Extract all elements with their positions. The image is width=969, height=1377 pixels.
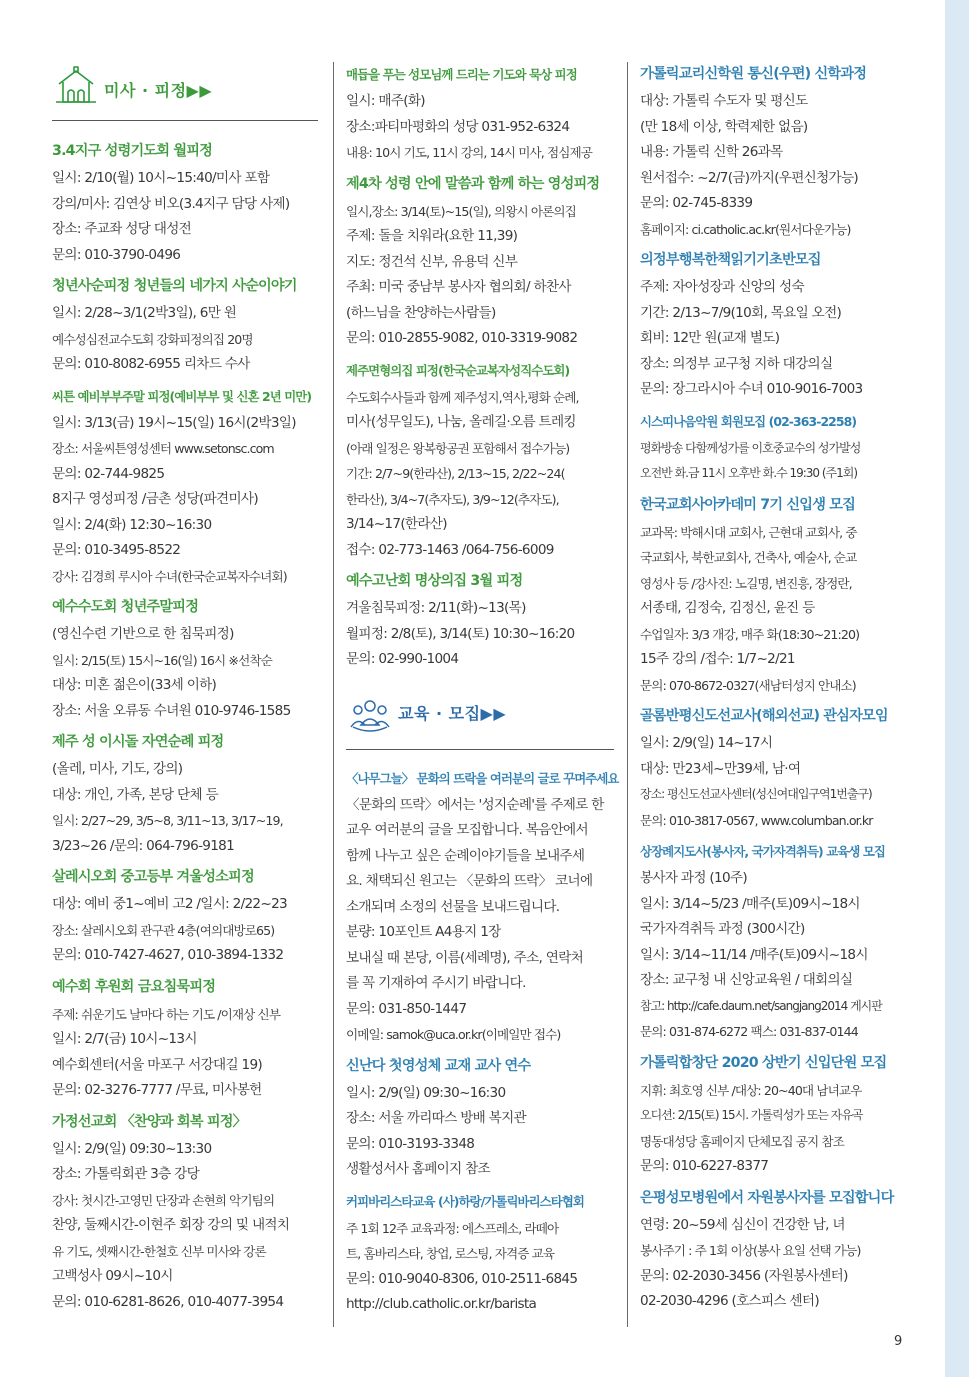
column-3 [640,60,908,1319]
notice-item [346,1052,614,1183]
notice-line: 문의: 010-6281-8626, 010-4077-3954 [52,1293,284,1310]
notice-line: 트, 홈바리스타, 창업, 로스팅, 자격증 교육 [346,1246,555,1261]
notice-title: 한국교회사아카데미 7기 신입생 모집 [640,496,856,513]
notice-item [52,593,318,724]
notice-line: 문의: 070-8672-0327(새남터성지 안내소) [640,677,856,693]
notice-line: 소개되며 소정의 선물을 보내드립니다. [346,898,560,915]
notice-line: 봉사자 과정 (10주) [640,870,747,886]
notice-item [52,973,318,1104]
notice-line: 장소:파티마평화의 성당 031-952-6324 [346,118,570,135]
notice-line: 봉사주기 : 주 1회 이상(봉사 요일 선택 가능) [640,1243,861,1258]
notice-line: 문의: 031-850-1447 [346,1000,467,1017]
notice-line: 국가자격취득 과정 (300시간) [640,921,805,937]
notice-line: 장소: 살레시오회 관구관 4층(여의대방로65) [52,922,275,938]
notice-line: 장소: 서울 오류동 수녀원 010-9746-1585 [52,702,291,719]
notice-item [346,567,614,673]
notice-line: (만 18세 이상, 학력제한 없음) [640,118,808,135]
notice-line: 문의: 02-745-8339 [640,195,753,211]
notice-title: 가톨릭합창단 2020 상반기 신입단원 모집 [640,1054,887,1071]
notice-line: 예수회센터(서울 마포구 서강대길 19) [52,1056,263,1073]
notice-line: 장소: 서울씨튼영성센터 www.setonsc.com [52,441,274,456]
notice-line: 문의: 02-744-9825 [52,465,165,482]
notice-line: 일시: 매주(화) [346,93,425,109]
notice-title: 가톨릭교리신학원 통신(우편) 신학과정 [640,66,867,82]
notice-line: 겨울침묵피정: 2/11(화)~13(목) [346,600,526,616]
notice-line: 〈문화의 뜨락〉에서는 '성지순례'를 주제로 한 [346,796,604,813]
notice-item [640,1049,908,1180]
notice-line: 예수성심전교수도회 강화피정의집 20명 [52,331,253,347]
sidebar-strip [945,0,969,1377]
people-group-icon [348,695,392,741]
notice-line: 원서접수: ~2/7(금)까지(우편신청가능) [640,169,858,186]
notice-item [52,382,318,590]
notice-line: 문의: 02-3276-7777 /무료, 미사봉헌 [52,1082,262,1098]
notice-item [52,272,318,378]
notice-line: 문의: 010-3817-0567, www.columban.or.kr [640,812,873,828]
notice-line: 문의: 010-8082-6955 리차드 수사 [52,356,250,372]
notice-item [52,1108,318,1316]
section-header-label: 교육 · 모집▶▶ [398,703,507,723]
section-header-label: 미사 · 피정▶▶ [104,81,213,100]
notice-line: (하느님을 찬양하는사람들) [346,304,496,321]
notice-line: 교과목: 박해시대 교회사, 근현대 교회사, 중 [640,524,857,540]
notice-line: 일시,장소: 3/14(토)~15(일), 의왕시 아론의집 [346,203,576,219]
section-header-mass-retreat [52,58,318,121]
notice-title: 매듭을 푸는 성모님께 드리는 기도와 묵상 피정 [346,67,577,82]
notice-line: 장소: 의정부 교구청 지하 대강의실 [640,355,833,372]
column-2 [346,60,619,1322]
notice-line: 오전반 화.금 11시 오후반 화.수 19:30 (주1회) [640,466,858,480]
notice-line: 보내실 때 본당, 이름(세례명), 주소, 연락처 [346,949,584,966]
notice-title: 씨튼 예비부부주말 피정(예비부부 및 신혼 2년 미만) [52,388,312,404]
column-divider [627,62,628,1327]
notice-item [346,60,614,166]
notice-line: 주제: 돌을 치워라(요한 11,39) [346,228,518,244]
notice-title: 제4차 성령 안에 말씀과 함께 하는 영성피정 [346,175,600,192]
notice-title: 시스띠나음악원 회원모집 (02-363-2258) [640,413,857,429]
notice-line: 장소: 평신도선교사센터(성신여대입구역1번출구) [640,787,872,801]
notice-line: 평화방송 다함께성가를 이호중교수의 성가발성 [640,440,861,455]
notice-line: 명동대성당 홈페이지 단체모집 공지 참조 [640,1133,844,1149]
notice-line: 유 기도, 셋째시간-한철호 신부 미사와 강론 [52,1243,266,1259]
notice-line: 고백성사 09시~10시 [52,1268,173,1284]
notice-title: 예수고난회 명상의집 3월 피정 [346,573,523,589]
notice-line: 수업일자: 3/3 개강, 매주 화(18:30~21:20) [640,626,860,642]
section-header-education-recruit [346,687,614,750]
notice-title: 〈나무그늘〉 문화의 뜨락을 여러분의 글로 꾸며주세요 [346,770,619,786]
notice-line: 강사: 첫시간-고영민 단장과 손현희 악기팀의 [52,1192,275,1208]
notice-line: 문의: 02-2030-3456 (자원봉사센터) [640,1267,848,1284]
notice-line: 접수: 02-773-1463 /064-756-6009 [346,541,554,558]
notice-line: 문의: 010-7427-4627, 010-3894-1332 [52,947,284,963]
notice-line: 대상: 미혼 젊은이(33세 이하) [52,677,217,693]
notice-line: 강의/미사: 김연상 비오(3.4지구 담당 사제) [52,195,290,212]
notice-title: 은평성모병원에서 자원봉사자를 모집합니다 [640,1189,894,1206]
notice-line: 문의: 010-3495-8522 [52,542,181,558]
notice-line: 이메일: samok@uca.or.kr(이메일만 접수) [346,1027,561,1042]
notice-line: 대상: 가톨릭 수도자 및 평신도 [640,93,808,109]
notice-line: 강사: 김경희 루시아 수녀(한국순교복자수녀회) [52,568,287,584]
notice-line: 장소: 교구청 내 신앙교육원 / 대회의실 [640,972,853,988]
notice-title: 청년사순피정 청년들의 네가지 사순이야기 [52,278,297,294]
notice-line: 일시: 2/9(일) 09:30~16:30 [346,1084,506,1101]
notice-line: 한라산), 3/4~7(추자도), 3/9~12(추자도), [346,491,559,507]
notice-title: 3.4지구 성령기도회 월피정 [52,143,213,159]
notice-line: 내용: 가톨릭 신학 26과목 [640,144,783,160]
notice-line: 미사(성무일도), 나눔, 올레길·오름 트레킹 [346,414,576,430]
notice-line: 일시: 3/14~11/14 /매주(토)09시~18시 [640,946,868,963]
notice-item [640,1184,908,1315]
notice-line: 일시: 2/10(월) 10시~15:40/미사 포함 [52,170,270,186]
notice-line: 분량: 10포인트 A4용지 1장 [346,924,501,940]
notice-line: 일시: 2/9(일) 14~17시 [640,735,773,751]
notice-line: 회비: 12만 원(교재 별도) [640,330,780,346]
notice-title: 상장례지도사(봉사자, 국가자격취득) 교육생 모집 [640,844,885,859]
notice-line: 일시: 2/7(금) 10시~13시 [52,1031,197,1047]
notice-title: 골롬반평신도선교사(해외선교) 관심자모임 [640,708,888,724]
church-icon [54,66,98,112]
notice-item [640,491,908,699]
notice-line: http://club.catholic.or.kr/barista [346,1296,537,1312]
notice-line: 주제: 쉬운기도 날마다 하는 기도 /이재상 신부 [52,1006,281,1022]
notice-item [640,407,908,487]
notice-title: 살레시오회 중고등부 겨울성소피정 [52,869,254,885]
notice-item [640,702,908,833]
notice-line: 주제: 자아성장과 신앙의 성숙 [640,279,804,295]
notice-line: 일시: 2/15(토) 15시~16(일) 16시 ※선착순 [52,652,272,668]
notice-line: 영성사 등 /강사진: 노길명, 변진흥, 장정란, [640,575,852,591]
notice-line: 대상: 만23세~만39세, 남·여 [640,760,801,777]
notice-item [52,137,318,268]
page-number: 9 [894,1334,903,1349]
notice-item [640,60,908,242]
notice-line: 주 1회 12주 교육과정: 에스프레소, 라떼아 [346,1220,559,1236]
notice-line: 문의: 010-3193-3348 [346,1135,475,1152]
notice-item [52,728,318,859]
notice-title: 예수회 후원회 금요침묵피정 [52,978,216,995]
column-divider [333,62,334,1327]
notice-line: 문의: 02-990-1004 [346,651,459,667]
notice-title: 제주면형의집 피정(한국순교복자성직수도회) [346,362,570,378]
notice-line: (올레, 미사, 기도, 강의) [52,761,183,777]
notice-line: 교우 여러분의 글을 모집합니다. 복음안에서 [346,822,588,838]
notice-line: (영신수련 기반으로 한 침묵피정) [52,626,234,642]
notice-title: 제주 성 이시돌 자연순례 피정 [52,734,224,750]
notice-line: 15주 강의 /접수: 1/7~2/21 [640,651,795,667]
notice-item [640,837,908,1045]
notice-title: 커피바리스타교육 (사)하랑/가톨릭바리스타협회 [346,1193,584,1209]
notice-line: 국교회사, 북한교회사, 건축사, 예술사, 순교 [640,550,857,565]
notice-line: 주최: 미국 중남부 봉사자 협의회/ 하찬사 [346,279,571,295]
notice-line: 문의: 장그라시아 수녀 010-9016-7003 [640,381,863,397]
notice-line: 문의: 010-6227-8377 [640,1158,769,1174]
notice-title: 의정부행복한책읽기기초반모집 [640,252,821,268]
notice-line: 02-2030-4296 (호스피스 센터) [640,1293,819,1309]
notice-line: 일시: 2/9(일) 09:30~13:30 [52,1140,212,1157]
notice-line: 대상: 예비 중1~예비 고2 /일시: 2/22~23 [52,896,287,912]
notice-line: 연령: 20~59세 심신이 건강한 남, 녀 [640,1216,845,1233]
notice-line: 일시: 2/4(화) 12:30~16:30 [52,516,212,533]
notice-title: 예수수도회 청년주말피정 [52,599,199,615]
notice-line: 찬양, 둘째시간-이현주 회장 강의 및 내적치 [52,1217,290,1233]
notice-line: 문의: 010-9040-8306, 010-2511-6845 [346,1270,578,1287]
notice-item [52,863,318,969]
notice-line: 홈페이지: ci.catholic.ac.kr(원서다운가능) [640,221,851,237]
notice-item [346,356,614,564]
notice-line: 를 꼭 기재하여 주시기 바랍니다. [346,975,526,991]
notice-line: (아래 일정은 왕복항공권 포함해서 접수가능) [346,440,570,456]
notice-line: 오디션: 2/15(토) 15시. 가톨릭성가 또는 자유곡 [640,1108,863,1122]
notice-line: 월피정: 2/8(토), 3/14(토) 10:30~16:20 [346,625,575,642]
notice-line: 함께 나누고 싶은 순례이야기들을 보내주세 [346,847,585,864]
notice-line: 요. 채택되신 원고는 〈문화의 뜨락〉 코너에 [346,873,593,889]
notice-item [640,246,908,403]
notice-title: 가정선교회 〈찬양과 회복 피정〉 [52,1113,247,1130]
notice-line: 지휘: 최호영 신부 /대상: 20~40대 남녀교우 [640,1082,862,1098]
notice-line: 수도회수사들과 함께 제주성지,역사,평화 순례, [346,389,579,405]
notice-line: 일시: 2/28~3/1(2박3일), 6만 원 [52,305,237,321]
notice-line: 문의: 010-3790-0496 [52,246,181,263]
notice-line: 일시: 3/14~5/23 /매주(토)09시~18시 [640,895,860,912]
column-1 [52,58,318,1319]
notice-line: 8지구 영성피정 /금촌 성당(파견미사) [52,491,258,507]
notice-item [346,764,619,1048]
notice-line: 장소: 주교좌 성당 대성전 [52,221,192,237]
notice-line: 일시: 2/27~29, 3/5~8, 3/11~13, 3/17~19, [52,813,283,828]
notice-line: 기간: 2/7~9(한라산), 2/13~15, 2/22~24( [346,466,565,481]
notice-line: 대상: 개인, 가족, 본당 단체 등 [52,786,218,803]
notice-line: 장소: 서울 까리따스 방배 복지관 [346,1110,526,1126]
notice-item [346,170,614,352]
notice-line: 생활성서사 홈페이지 참조 [346,1161,490,1177]
notice-line: 3/23~26 /문의: 064-796-9181 [52,837,235,854]
notice-line: 문의: 010-2855-9082, 010-3319-9082 [346,330,578,346]
notice-line: 기간: 2/13~7/9(10회, 목요일 오전) [640,304,842,321]
notice-line: 문의: 031-874-6272 팩스: 031-837-0144 [640,1024,858,1039]
notice-line: 지도: 정건석 신부, 유용덕 신부 [346,253,518,270]
notice-item [346,1187,614,1318]
notice-line: 일시: 3/13(금) 19시~15(일) 16시(2박3일) [52,414,296,431]
notice-line: 장소: 가톨릭회관 3층 강당 [52,1166,200,1182]
notice-line: 참고: http://cafe.daum.net/sangjang2014 게시판 [640,998,882,1013]
notice-line: 서종태, 김정숙, 김정신, 윤진 등 [640,600,815,616]
notice-title: 신난다 첫영성체 교재 교사 연수 [346,1057,531,1074]
notice-line: 3/14~17(한라산) [346,516,447,532]
notice-line: 내용: 10시 기도, 11시 강의, 14시 미사, 점심제공 [346,145,593,160]
